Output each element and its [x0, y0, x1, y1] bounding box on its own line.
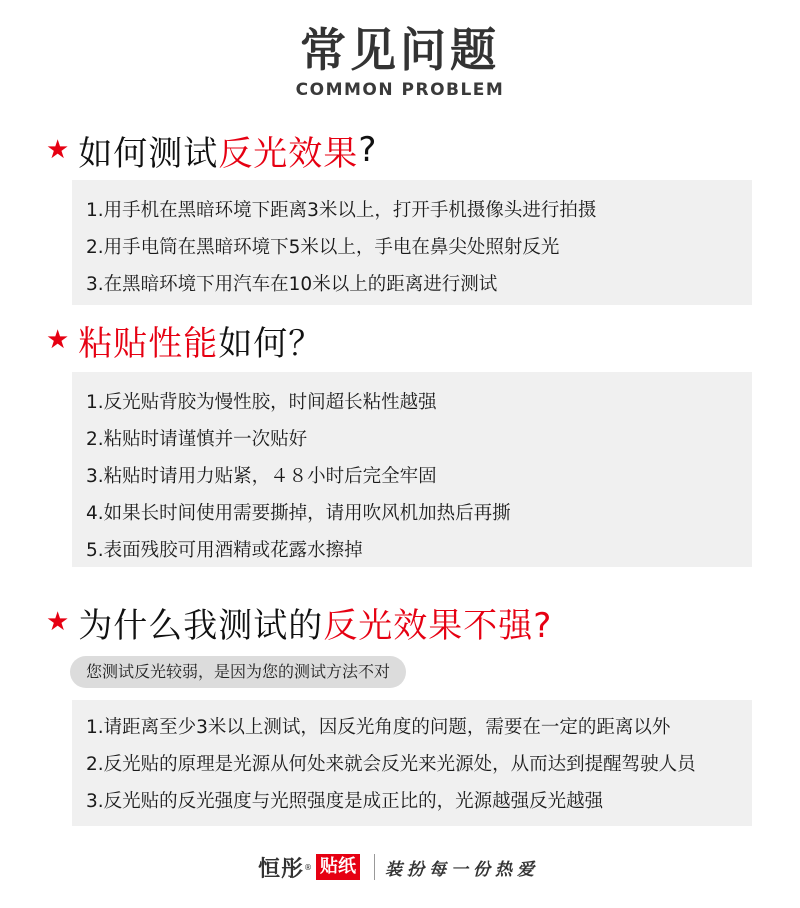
page-subtitle: COMMON PROBLEM [295, 80, 505, 100]
footer-brand [258, 849, 539, 885]
section-2-heading [46, 318, 323, 362]
list-item: 3.反光贴的反光强度与光照强度是成正比的，光源越强反光越强 [86, 791, 604, 812]
section-1-title-before: 如何测试 [78, 133, 219, 174]
list-item: 3.粘贴时请用力贴紧，４８小时后完全牢固 [86, 466, 437, 487]
star-icon: ★ [46, 325, 71, 355]
brand-logo-box: 贴纸 [316, 854, 360, 880]
registered-mark: ® [304, 862, 313, 872]
section-2-answer-box [72, 372, 752, 567]
section-2-title-highlight: 粘贴性能 [78, 323, 219, 364]
list-item: 1.请距离至少3米以上测试，因反光角度的问题，需要在一定的距离以外 [86, 717, 671, 738]
brand-logo-text: 恒彤 [258, 856, 305, 882]
section-3-title-before: 为什么我测试的 [78, 605, 324, 646]
list-item: 3.在黑暗环境下用汽车在10米以上的距离进行测试 [86, 274, 498, 295]
section-3-heading [46, 600, 552, 644]
footer-divider [374, 854, 375, 880]
list-item: 2.粘贴时请谨慎并一次贴好 [86, 429, 308, 450]
section-2-title-after: 如何？ [218, 323, 324, 364]
section-1-title-highlight: 反光效果 [218, 133, 359, 174]
list-item: 4.如果长时间使用需要撕掉，请用吹风机加热后再撕 [86, 503, 511, 524]
star-icon: ★ [46, 607, 71, 637]
section-1-answer-box [72, 180, 752, 305]
star-icon: ★ [46, 135, 71, 165]
list-item: 2.用手电筒在黑暗环境下5米以上，手电在鼻尖处照射反光 [86, 237, 560, 258]
list-item: 5.表面残胶可用酒精或花露水擦掉 [86, 540, 363, 561]
list-item: 1.反光贴背胶为慢性胶，时间超长粘性越强 [86, 392, 437, 413]
brand-slogan: 装扮每一份热爱 [385, 859, 540, 880]
section-1-heading [46, 128, 377, 172]
section-3-title-highlight: 反光效果不强? [323, 605, 553, 646]
list-item: 2.反光贴的原理是光源从何处来就会反光来光源处，从而达到提醒驾驶人员 [86, 754, 696, 775]
list-item: 1.用手机在黑暗环境下距离3米以上，打开手机摄像头进行拍摄 [86, 200, 597, 221]
section-3-note: 您测试反光较弱，是因为您的测试方法不对 [70, 656, 406, 688]
section-1-title-after: ? [358, 130, 378, 170]
section-3-answer-box [72, 700, 752, 826]
page-title: 常见问题 [300, 23, 500, 77]
